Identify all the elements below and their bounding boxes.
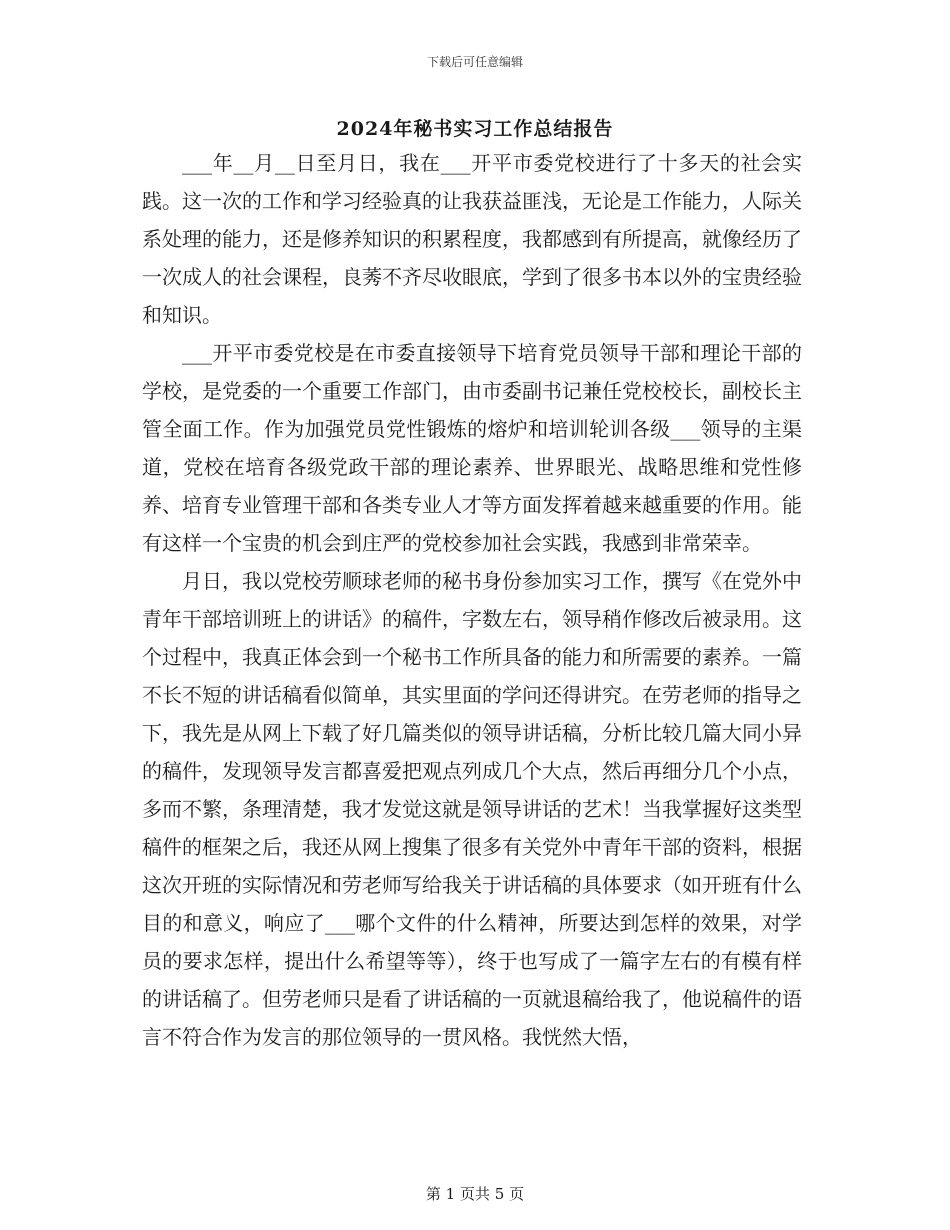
paragraph-2: ___开平市委党校是在市委直接领导下培育党员领导干部和理论干部的学校，是党委的一个重要工作部门，由市委副书记兼任党校校长，副校长主管全面工作。作为加强党员党性锻炼的熔炉和培训轮训各级___领导的主渠道，党校在培育各级党政干部的理论素养、世界眼光、战略思维和党性修养、培育专业管理干部和各类专业人才等方面发挥着越来越重要的作用。能有这样一个宝贵的机会到庄严的党校参加社会实践，我感到非常荣幸。 (142, 341, 802, 555)
paragraph-1: ___年__月__日至月日，我在___开平市委党校进行了十多天的社会实践。这一次的工作和学习经验真的让我获益匪浅，无论是工作能力，人际关系处理的能力，还是修养知识的积累程度，我都感到有所提高，就像经历了一次成人的社会课程，良莠不齐尽收眼底，学到了很多书本以外的宝贵经验和知识。 (142, 151, 802, 327)
document-title: 2024年秘书实习工作总结报告 (336, 118, 614, 140)
page-number-footer: 第 1 页共 5 页 (425, 1185, 525, 1203)
document-body (142, 144, 802, 1056)
paragraph-3: 月日，我以党校劳顺球老师的秘书身份参加实习工作，撰写《在党外中青年干部培训班上的讲话》的稿件，字数左右，领导稍作修改后被录用。这个过程中，我真正体会到一个秘书工作所具备的能力和所需要的素养。一篇不长不短的讲话稿看似简单，其实里面的学问还得讲究。在劳老师的指导之下，我先是从网上下载了好几篇类似的领导讲话稿，分析比较几篇大同小异的稿件，发现领导发言都喜爱把观点列成几个大点，然后再细分几个小点，多而不繁，条理清楚，我才发觉这就是领导讲话的艺术！当我掌握好这类型稿件的框架之后，我还从网上搜集了很多有关党外中青年干部的资料，根据这次开班的实际情况和劳老师写给我关于讲话稿的具体要求（如开班有什么目的和意义，响应了___哪个文件的什么精神，所要达到怎样的效果，对学员的要求怎样，提出什么希望等等），终于也写成了一篇字左右的有模有样的讲话稿了。但劳老师只是看了讲话稿的一页就退稿给我了，他说稿件的语言不符合作为发言的那位领导的一贯风格。我恍然大悟， (142, 569, 802, 1049)
page-header-note: 下载后可任意编辑 (426, 55, 523, 69)
